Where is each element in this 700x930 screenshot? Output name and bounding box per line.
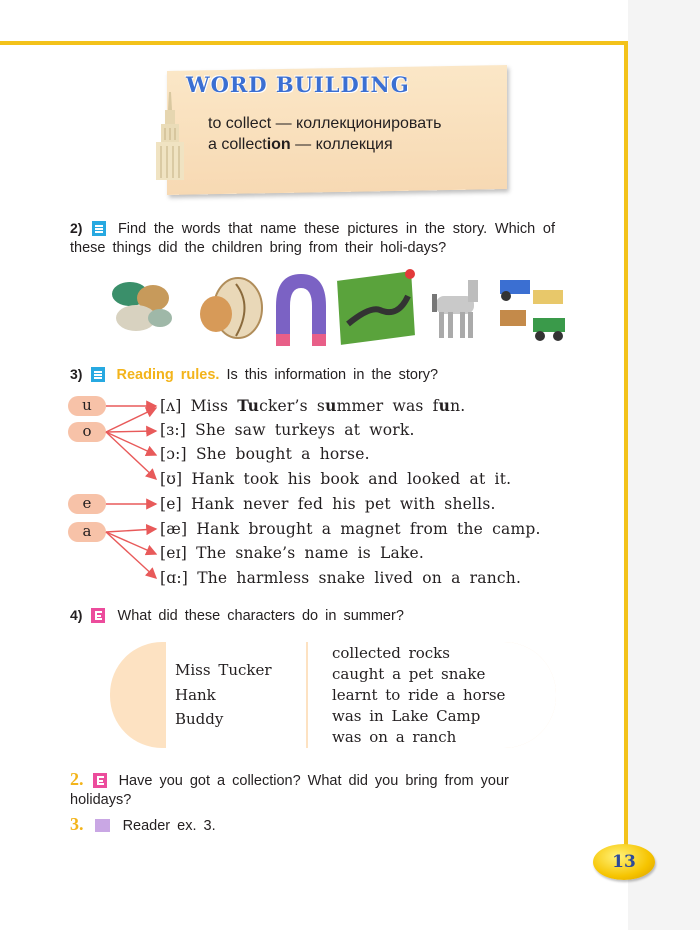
rule-line-7: [eɪ] The snake’s name is Lake. [160, 544, 425, 562]
exercise-icon [93, 773, 107, 788]
letter-o-pill: o [68, 422, 106, 442]
rule-line-4: [ʊ] Hank took his book and looked at it. [160, 470, 512, 488]
activity: collected rocks [332, 644, 450, 662]
rule-line-3: [ɔ:] She bought a horse. [160, 445, 370, 463]
activity: was on a ranch [332, 728, 457, 746]
reading-rules-label: Reading rules. [116, 367, 220, 383]
rule-line-5: [e] Hank never fed his pet with shells. [160, 495, 496, 513]
letter-e-pill: e [68, 494, 106, 514]
activity: was in Lake Camp [332, 707, 481, 725]
character-names [175, 658, 272, 732]
page-number: 13 [593, 844, 655, 880]
rule-line-6: [æ] Hank brought a magnet from the camp. [160, 520, 541, 538]
activity: learnt to ride a horse [332, 686, 506, 704]
character-name: Miss Tucker [175, 661, 272, 679]
word-building-title: WORD BUILDING [186, 72, 410, 97]
rule-line-8: [ɑ:] The harmless snake lived on a ranch. [160, 569, 522, 587]
homework-3: 3. Reader ex. 3. [70, 814, 216, 834]
character-name: Hank [175, 685, 216, 704]
exercise-icon [91, 608, 105, 623]
character-name: Buddy [175, 710, 224, 728]
word-building-line-1: to collect — коллекционировать [208, 115, 442, 132]
task-2-text: 2) Find the words that name these pictures in the story. Which of these things did the children bring from their holi-days? [70, 220, 556, 256]
task-3-heading: 3) Reading rules. Is this information in the story? [70, 366, 439, 383]
homework-2: 2. Have you got a collection? What did you bring from your holidays? [70, 769, 509, 808]
rule-line-2: [ɜ:] She saw turkeys at work. [160, 421, 415, 439]
rule-line-1: [ʌ] Miss Tucker’s summer was fun. [160, 396, 466, 415]
activity: caught a pet snake [332, 665, 486, 683]
word-building-line-2: a collection — коллекция [208, 136, 393, 153]
activities-list [332, 643, 505, 748]
letter-u-pill: u [68, 396, 106, 416]
reader-icon [95, 819, 110, 832]
task-4-heading: 4) What did these characters do in summer? [70, 607, 404, 624]
letter-a-pill: a [68, 522, 106, 542]
